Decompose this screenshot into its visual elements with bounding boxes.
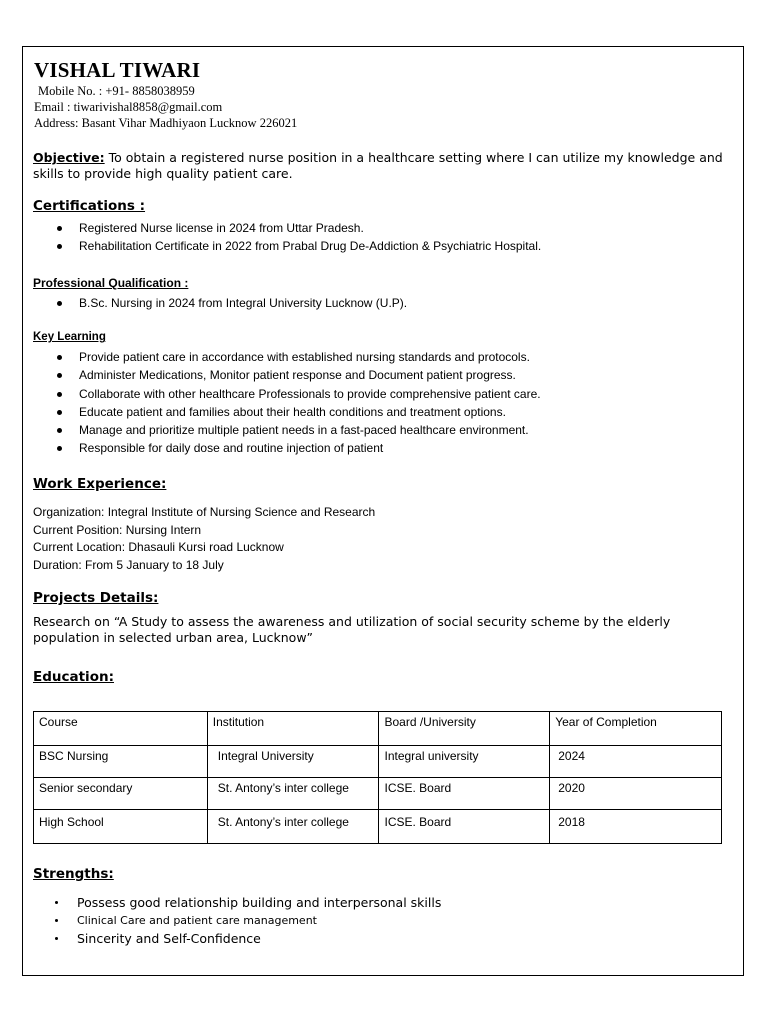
list-item: Clinical Care and patient care management bbox=[55, 912, 441, 929]
key-learning-list bbox=[57, 348, 541, 458]
table-cell: 2018 bbox=[550, 810, 722, 844]
column-header: Course bbox=[34, 712, 208, 746]
table-cell: Integral University bbox=[207, 746, 379, 778]
strengths-list bbox=[55, 893, 441, 948]
bullet-icon bbox=[57, 301, 62, 306]
bullet-icon bbox=[57, 355, 62, 360]
qualification-list bbox=[57, 294, 407, 312]
table-row bbox=[34, 778, 722, 810]
position-line: Current Position: Nursing Intern bbox=[33, 522, 202, 537]
table-row bbox=[34, 746, 722, 778]
table-cell: BSC Nursing bbox=[34, 746, 208, 778]
work-experience-heading: Work Experience: bbox=[33, 476, 167, 492]
education-table bbox=[33, 711, 722, 844]
list-item: Manage and prioritize multiple patient needs in a fast-paced healthcare environment. bbox=[57, 421, 541, 439]
key-learning-heading: Key Learning bbox=[33, 331, 106, 343]
location-line: Current Location: Dhasauli Kursi road Lucknow bbox=[33, 540, 284, 554]
postal-address: Address: Basant Vihar Madhiyaon Lucknow 226021 bbox=[34, 116, 298, 130]
list-item: Registered Nurse license in 2024 from Uttar Pradesh. bbox=[57, 219, 541, 237]
list-item: Responsible for daily dose and routine injection of patient bbox=[57, 439, 541, 457]
candidate-name: VISHAL TIWARI bbox=[34, 58, 201, 82]
bullet-icon bbox=[55, 901, 58, 904]
objective-label: Objective: bbox=[33, 150, 105, 165]
bullet-icon bbox=[55, 919, 58, 922]
bullet-icon bbox=[57, 244, 62, 249]
table-cell: 2020 bbox=[550, 778, 722, 810]
work-experience-details bbox=[33, 504, 375, 574]
certifications-heading: Certifications : bbox=[33, 198, 146, 214]
list-item: Provide patient care in accordance with established nursing standards and protocols. bbox=[57, 348, 541, 366]
table-cell: ICSE. Board bbox=[379, 778, 550, 810]
bullet-icon bbox=[57, 446, 62, 451]
list-item: Administer Medications, Monitor patient response and Document patient progress. bbox=[57, 366, 541, 384]
mobile-number: Mobile No. : +91- 8858038959 bbox=[38, 84, 195, 98]
table-cell: Senior secondary bbox=[34, 778, 208, 810]
list-item: Collaborate with other healthcare Professionals to provide comprehensive patient care. bbox=[57, 385, 541, 403]
bullet-icon bbox=[57, 392, 62, 397]
list-item: Possess good relationship building and interpersonal skills bbox=[55, 893, 441, 912]
table-header-row bbox=[34, 712, 722, 746]
column-header: Board /University bbox=[379, 712, 550, 746]
table-cell: St. Antony’s inter college bbox=[207, 810, 379, 844]
column-header: Institution bbox=[207, 712, 379, 746]
bullet-icon bbox=[57, 226, 62, 231]
bullet-icon bbox=[57, 428, 62, 433]
duration-line: Duration: From 5 January to 18 July bbox=[33, 557, 224, 572]
objective-section bbox=[33, 150, 737, 182]
table-cell: ICSE. Board bbox=[379, 810, 550, 844]
list-item: Sincerity and Self-Confidence bbox=[55, 929, 441, 948]
bullet-icon bbox=[57, 373, 62, 378]
bullet-icon bbox=[55, 937, 58, 940]
organization-line: Organization: Integral Institute of Nursing Science and Research bbox=[33, 505, 376, 519]
bullet-icon bbox=[57, 410, 62, 415]
projects-heading: Projects Details: bbox=[33, 590, 159, 606]
email-address: Email : tiwarivishal8858@gmail.com bbox=[34, 100, 223, 114]
project-description: Research on “A Study to assess the awareness and utilization of social security scheme by the elderly population in selected urban area, Lucknow” bbox=[33, 614, 671, 645]
strengths-heading: Strengths: bbox=[33, 866, 114, 882]
education-heading: Education: bbox=[33, 669, 114, 685]
column-header: Year of Completion bbox=[550, 712, 722, 746]
certifications-list bbox=[57, 219, 541, 256]
qualification-heading: Professional Qualification : bbox=[33, 276, 189, 290]
table-cell: 2024 bbox=[550, 746, 722, 778]
table-cell: High School bbox=[34, 810, 208, 844]
objective-text: To obtain a registered nurse position in a healthcare setting where I can utilize my knowledge and skills to provide high quality patient care. bbox=[33, 150, 723, 181]
list-item: B.Sc. Nursing in 2024 from Integral University Lucknow (U.P). bbox=[57, 294, 407, 312]
table-cell: St. Antony’s inter college bbox=[207, 778, 379, 810]
table-row bbox=[34, 810, 722, 844]
list-item: Rehabilitation Certificate in 2022 from Prabal Drug De-Addiction & Psychiatric Hospital. bbox=[57, 237, 541, 255]
table-cell: Integral university bbox=[379, 746, 550, 778]
list-item: Educate patient and families about their health conditions and treatment options. bbox=[57, 403, 541, 421]
